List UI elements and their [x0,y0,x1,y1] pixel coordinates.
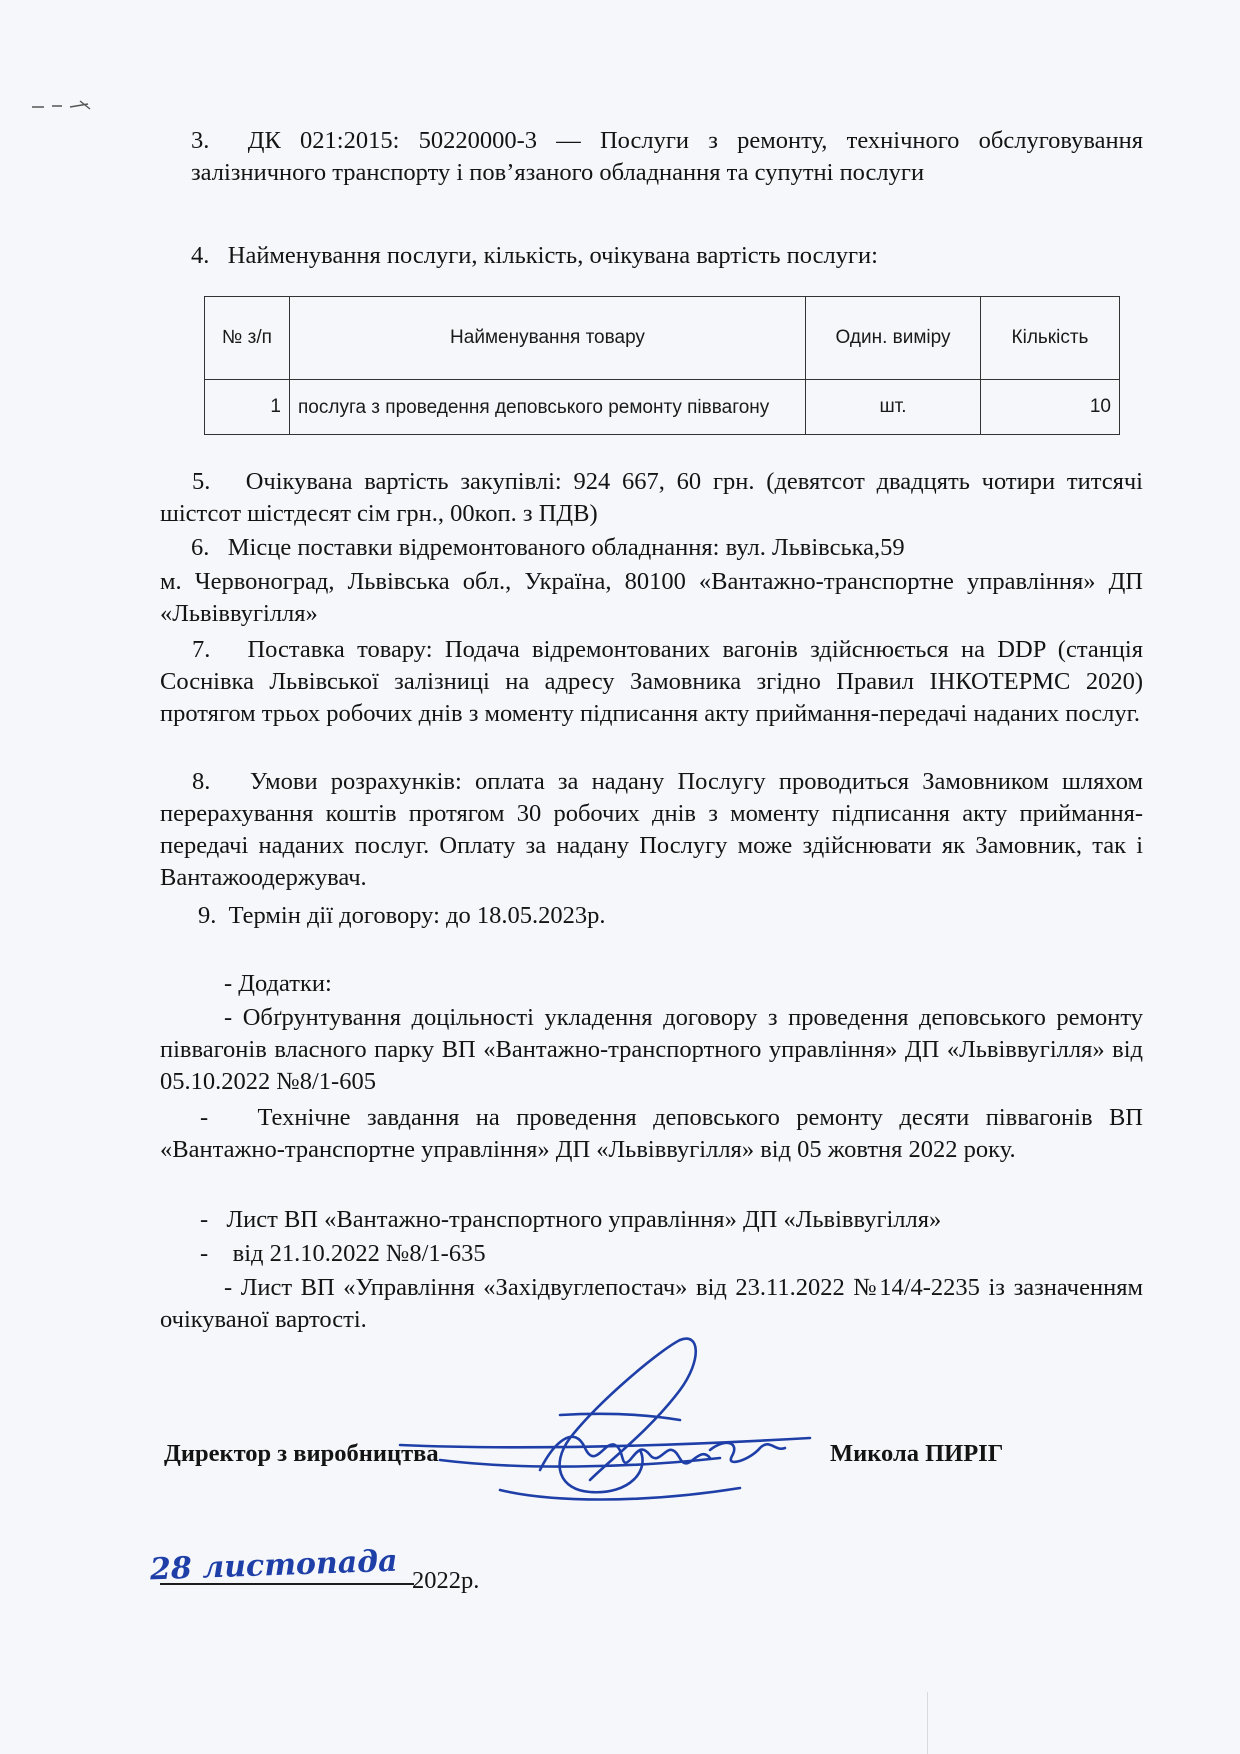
attachments-title: - Додатки: [224,970,332,997]
table-row [205,380,1120,435]
row-quantity: 10 [981,380,1120,435]
header-quantity: Кількість [981,297,1120,380]
item-6: 6. Місце поставки відремонтованого обладнання: вул. Львівська,59 [191,534,905,561]
header-unit: Один. виміру [806,297,981,380]
row-unit: шт. [806,380,981,435]
item-8: 8. Умови розрахунків: оплата за надану Послугу проводиться Замовником шляхом перерахування коштів протягом 30 робочих днів з моменту підписання акту приймання-передачі наданих послуг. Оплату за надану Послугу може здійснювати як Замовник, так і Вантажоодержувач. [160,768,1143,891]
item-5: 5. Очікувана вартість закупівлі: 924 667, 60 грн. (девятсот двадцять чотири титсячі шістсот шістдесят сім грн., 00коп. з ПДВ) [160,468,1143,527]
table-header-row [205,297,1120,380]
attachment-5: - Лист ВП «Управління «Західвуглепостач» від 23.11.2022 №14/4-2235 із зазначенням очікуваної вартості. [160,1274,1143,1333]
attachment-4: - від 21.10.2022 №8/1-635 [200,1240,486,1267]
date-year: 2022р. [412,1567,480,1594]
services-table [204,296,1120,435]
header-number: № з/п [205,297,290,380]
scan-mark-icon [30,95,100,115]
item-9: 9. Термін дії договору: до 18.05.2023р. [198,902,606,929]
row-name: послуга з проведення деповського ремонту піввагону [290,380,806,435]
item-6-continued: м. Червоноград, Львівська обл., Україна, 80100 «Вантажно-транспортне управління» ДП «Львіввугілля» [160,568,1143,627]
attachment-3: - Лист ВП «Вантажно-транспортного управління» ДП «Львіввугілля» [200,1206,942,1233]
handwritten-date: 28 листопада [149,1543,399,1588]
handwritten-signature-icon [380,1320,840,1520]
header-name: Найменування товару [290,297,806,380]
scan-edge-line [927,1692,928,1754]
item-4: 4. Найменування послуги, кількість, очікувана вартість послуги: [191,242,878,269]
row-number: 1 [205,380,290,435]
signatory-name: Микола ПИРІГ [830,1440,1004,1467]
item-3: 3. ДК 021:2015: 50220000-3 — Послуги з ремонту, технічного обслуговування залізничного транспорту і пов’язаного обладнання та супутні послуги [191,127,1143,186]
attachment-2: - Технічне завдання на проведення деповського ремонту десяти піввагонів ВП «Вантажно-транспортне управління» ДП «Львіввугілля» від 05 жовтня 2022 року. [160,1104,1143,1163]
signatory-position: Директор з виробництва [164,1440,439,1467]
item-7: 7. Поставка товару: Подача відремонтованих вагонів здійснюється на DDP (станція Соснівка Львівської залізниці на адресу Замовника згідно Правил ІНКОТЕРМС 2020) протягом трьох робочих днів з моменту підписання акту приймання-передачі наданих послуг. [160,636,1143,727]
attachment-1: - Обґрунтування доцільності укладення договору з проведення деповського ремонту піввагонів власного парку ВП «Вантажно-транспортного управління» ДП «Львіввугілля» від 05.10.2022 №8/1-605 [160,1004,1143,1095]
